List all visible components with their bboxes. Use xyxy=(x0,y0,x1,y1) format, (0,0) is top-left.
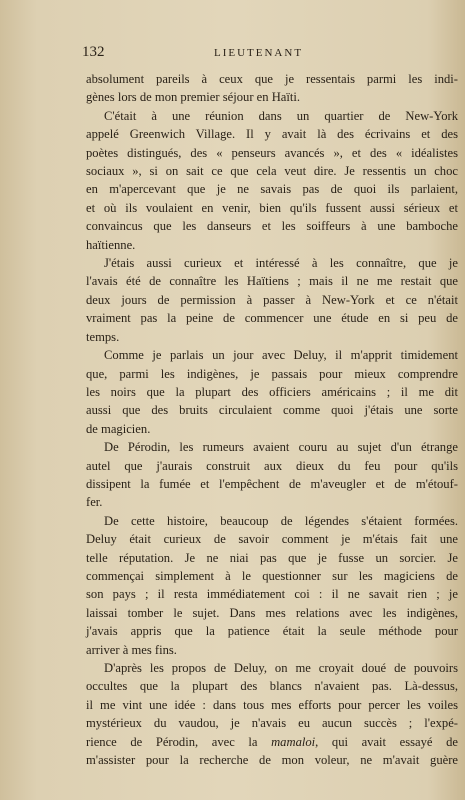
text-line: C'était à une réunion dans un quartier de New-York xyxy=(104,108,458,123)
text-line: appelé Greenwich Village. Il y avait là des écrivains et des xyxy=(86,127,458,142)
text-line: dissipent la fumée et l'empêchent de m'aveugler et de m'étouf- xyxy=(86,476,458,491)
text-line: gènes lors de mon premier séjour en Haïti. xyxy=(86,90,301,105)
text-line: aussi que des bruits circulaient comme quoi j'étais une sorte xyxy=(86,403,458,418)
paragraph xyxy=(86,438,458,512)
page-header xyxy=(82,44,455,66)
italic-word: mamaloi xyxy=(271,734,316,749)
paragraph xyxy=(86,512,458,659)
paragraph xyxy=(86,346,458,438)
text-segment: rience de Pérodin, avec la xyxy=(86,734,272,749)
text-line: il me vint une idée : dans tous mes efforts pour percer les voiles xyxy=(86,697,458,712)
running-head: LIEUTENANT xyxy=(214,47,304,59)
text-line: autel que j'aurais construit aux dieux du feu pour qu'ils xyxy=(86,458,458,473)
text-line: absolument pareils à ceux que je ressentais parmi les indi- xyxy=(86,72,458,86)
text-line: vraiment pas la peine de commencer une étude en si peu de xyxy=(86,311,458,326)
text-line: sociaux », si on sait ce que cela veut dire. Je ressentis un choc xyxy=(86,164,458,179)
text-line: mystérieux du vaudou, je n'avais eu aucun succès ; l'expé- xyxy=(86,716,458,731)
text-line: arriver à mes fins. xyxy=(86,642,177,657)
text-line: en m'apercevant que je ne savais pas de quoi ils parlaient, xyxy=(86,182,458,197)
text-line: telle réputation. Je ne niai pas que je fusse un sorcier. Je xyxy=(86,550,458,565)
text-line: Deluy était curieux de savoir comment je m'étais fait une xyxy=(86,532,458,547)
text-line: de magicien. xyxy=(86,421,151,436)
text-line: commençai simplement à le questionner sur les magiciens de xyxy=(86,568,458,583)
body-text xyxy=(86,70,458,769)
text-line: temps. xyxy=(86,329,120,344)
paragraph xyxy=(86,254,458,346)
text-line: De Pérodin, les rumeurs avaient couru au sujet d'un étrange xyxy=(104,440,458,455)
text-line: De cette histoire, beaucoup de légendes s'étaient formées. xyxy=(104,513,458,528)
page-number: 132 xyxy=(82,44,105,60)
text-line: poètes distingués, des « penseurs avancés », et des « idéalistes xyxy=(86,145,458,160)
text-line: deux jours de permission à passer à New-York et ce n'était xyxy=(86,292,458,307)
text-line: que, parmi les indigènes, je passais pour mieux comprendre xyxy=(86,366,458,381)
paragraph xyxy=(86,70,458,107)
text-line: les noirs que la plupart des officiers américains ; il me dit xyxy=(86,384,458,399)
text-line: convaincus que les danseurs et les soiffeurs à une bamboche xyxy=(86,219,458,234)
text-line: son pays ; il resta immédiatement coi : il ne savait rien ; je xyxy=(86,587,458,602)
text-line: haïtienne. xyxy=(86,237,136,252)
text-line: l'avais été de connaître les Haïtiens ; mais il ne me restait que xyxy=(86,274,458,289)
text-line: et où ils voulaient en venir, bien qu'ils fussent aussi sérieux et xyxy=(86,200,458,215)
paragraph xyxy=(86,659,458,769)
text-line: Comme je parlais un jour avec Deluy, il m'apprit timidement xyxy=(104,348,458,363)
text-line: J'étais aussi curieux et intéressé à les connaître, que je xyxy=(104,256,458,271)
text-line: occultes que la plupart des blancs n'avaient pas. Là-dessus, xyxy=(86,679,458,694)
text-line-with-italic xyxy=(86,733,458,751)
text-line: m'assister pour la recherche de mon voleur, ne m'avait guère xyxy=(86,753,458,768)
text-line: laissai tomber le sujet. Dans mes relations avec les indigènes, xyxy=(86,605,458,620)
text-line: D'après les propos de Deluy, on me croyait doué de pouvoirs xyxy=(104,661,458,675)
text-line: fer. xyxy=(86,495,103,510)
paragraph xyxy=(86,107,458,254)
text-segment: , qui avait essayé de xyxy=(315,734,458,749)
text-line: j'avais appris que la patience était la seule méthode pour xyxy=(86,624,458,639)
